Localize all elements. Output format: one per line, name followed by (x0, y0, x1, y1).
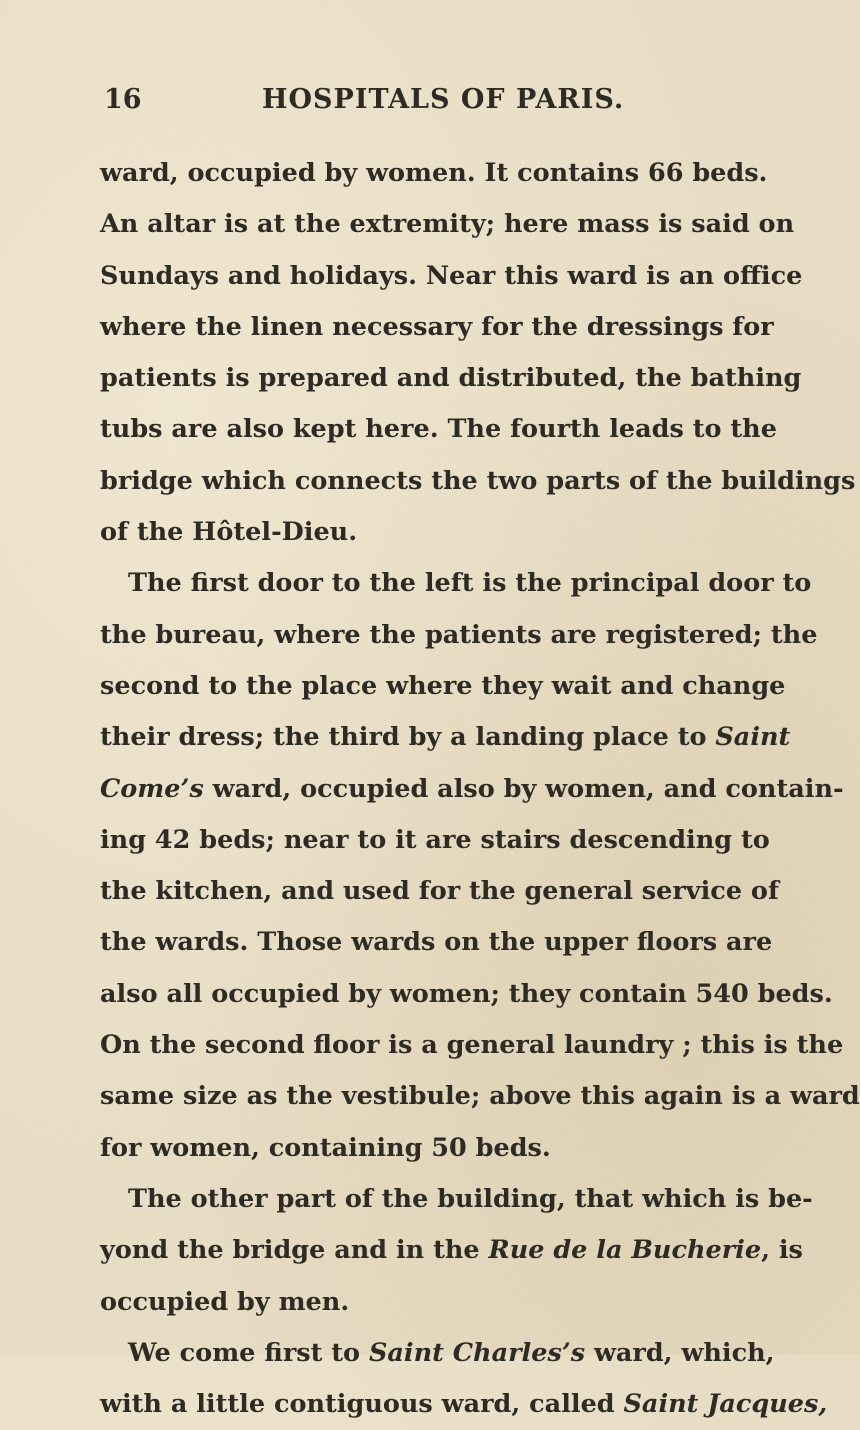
text-line (100, 1225, 803, 1276)
text-line (100, 148, 768, 199)
text-line (100, 353, 802, 404)
text-segment: yond the bridge and in the (100, 1235, 489, 1266)
text-line (100, 456, 856, 507)
text-segment: tubs are also kept here. The fourth leads to the (100, 414, 777, 445)
text-segment: also all occupied by women; they contain 540 beds. (100, 978, 833, 1009)
text-line (100, 199, 795, 250)
text-line (100, 917, 773, 968)
text-segment: An altar is at the extremity; here mass is said on (100, 209, 795, 240)
text-segment: patients is prepared and distributed, the bathing (100, 363, 802, 394)
text-line (100, 1277, 760, 1328)
text-line (100, 1020, 844, 1071)
italic-text: Saint (715, 722, 791, 753)
text-segment: for women, containing 50 beds. (100, 1132, 551, 1163)
text-line (100, 1328, 775, 1379)
text-segment: their dress; the third by a landing place to (100, 722, 716, 753)
text-line (100, 764, 844, 815)
running-head: HOSPITALS OF PARIS. (262, 84, 625, 115)
text-segment: On the second floor is a general laundry ; this is the (100, 1030, 844, 1061)
italic-text: Rue de la Bucherie (488, 1235, 762, 1266)
text-segment: , is (761, 1235, 803, 1266)
text-line (100, 712, 791, 763)
text-segment: occupied by men. (100, 1286, 350, 1317)
body-text (100, 148, 860, 1430)
text-line (100, 404, 777, 455)
text-line (100, 661, 786, 712)
italic-text: Come’s (100, 773, 204, 804)
text-line (100, 815, 770, 866)
text-segment: the wards. Those wards on the upper floors are (100, 927, 773, 958)
text-line (100, 1379, 828, 1430)
text-line (100, 251, 803, 302)
text-line (100, 558, 812, 609)
text-line (100, 1123, 760, 1174)
text-segment: the kitchen, and used for the general service of (100, 876, 779, 907)
text-line (100, 610, 818, 661)
text-segment: same size as the vestibule; above this again is a ward (100, 1081, 860, 1112)
text-line (100, 969, 833, 1020)
page-number: 16 (104, 84, 142, 115)
text-segment: bridge which connects the two parts of the buildings (100, 465, 856, 496)
text-line (100, 866, 779, 917)
text-segment: The first door to the left is the principal door to (128, 568, 812, 599)
text-segment: ward, occupied also by women, and contain- (203, 773, 844, 804)
italic-text: Saint Charles’s (368, 1337, 586, 1368)
text-line (100, 302, 774, 353)
text-segment: The other part of the building, that which is be- (128, 1183, 813, 1214)
text-segment: ward, occupied by women. It contains 66 beds. (100, 158, 768, 188)
text-segment: the bureau, where the patients are registered; the (100, 619, 818, 650)
text-segment: where the linen necessary for the dressings for (100, 311, 774, 342)
text-line (100, 1071, 860, 1122)
text-segment: with a little contiguous ward, called (100, 1389, 624, 1420)
text-segment: ward, which, (585, 1337, 775, 1368)
text-segment: ing 42 beds; near to it are stairs descending to (100, 824, 770, 855)
text-segment: Sundays and holidays. Near this ward is an office (100, 260, 803, 291)
text-line (100, 507, 760, 558)
text-segment: We come first to (128, 1337, 369, 1368)
text-line (100, 1174, 813, 1225)
text-segment: second to the place where they wait and change (100, 670, 786, 701)
italic-text: Saint Jacques, (623, 1389, 828, 1420)
page-header (104, 84, 724, 130)
text-segment: of the Hôtel-Dieu. (100, 517, 358, 548)
